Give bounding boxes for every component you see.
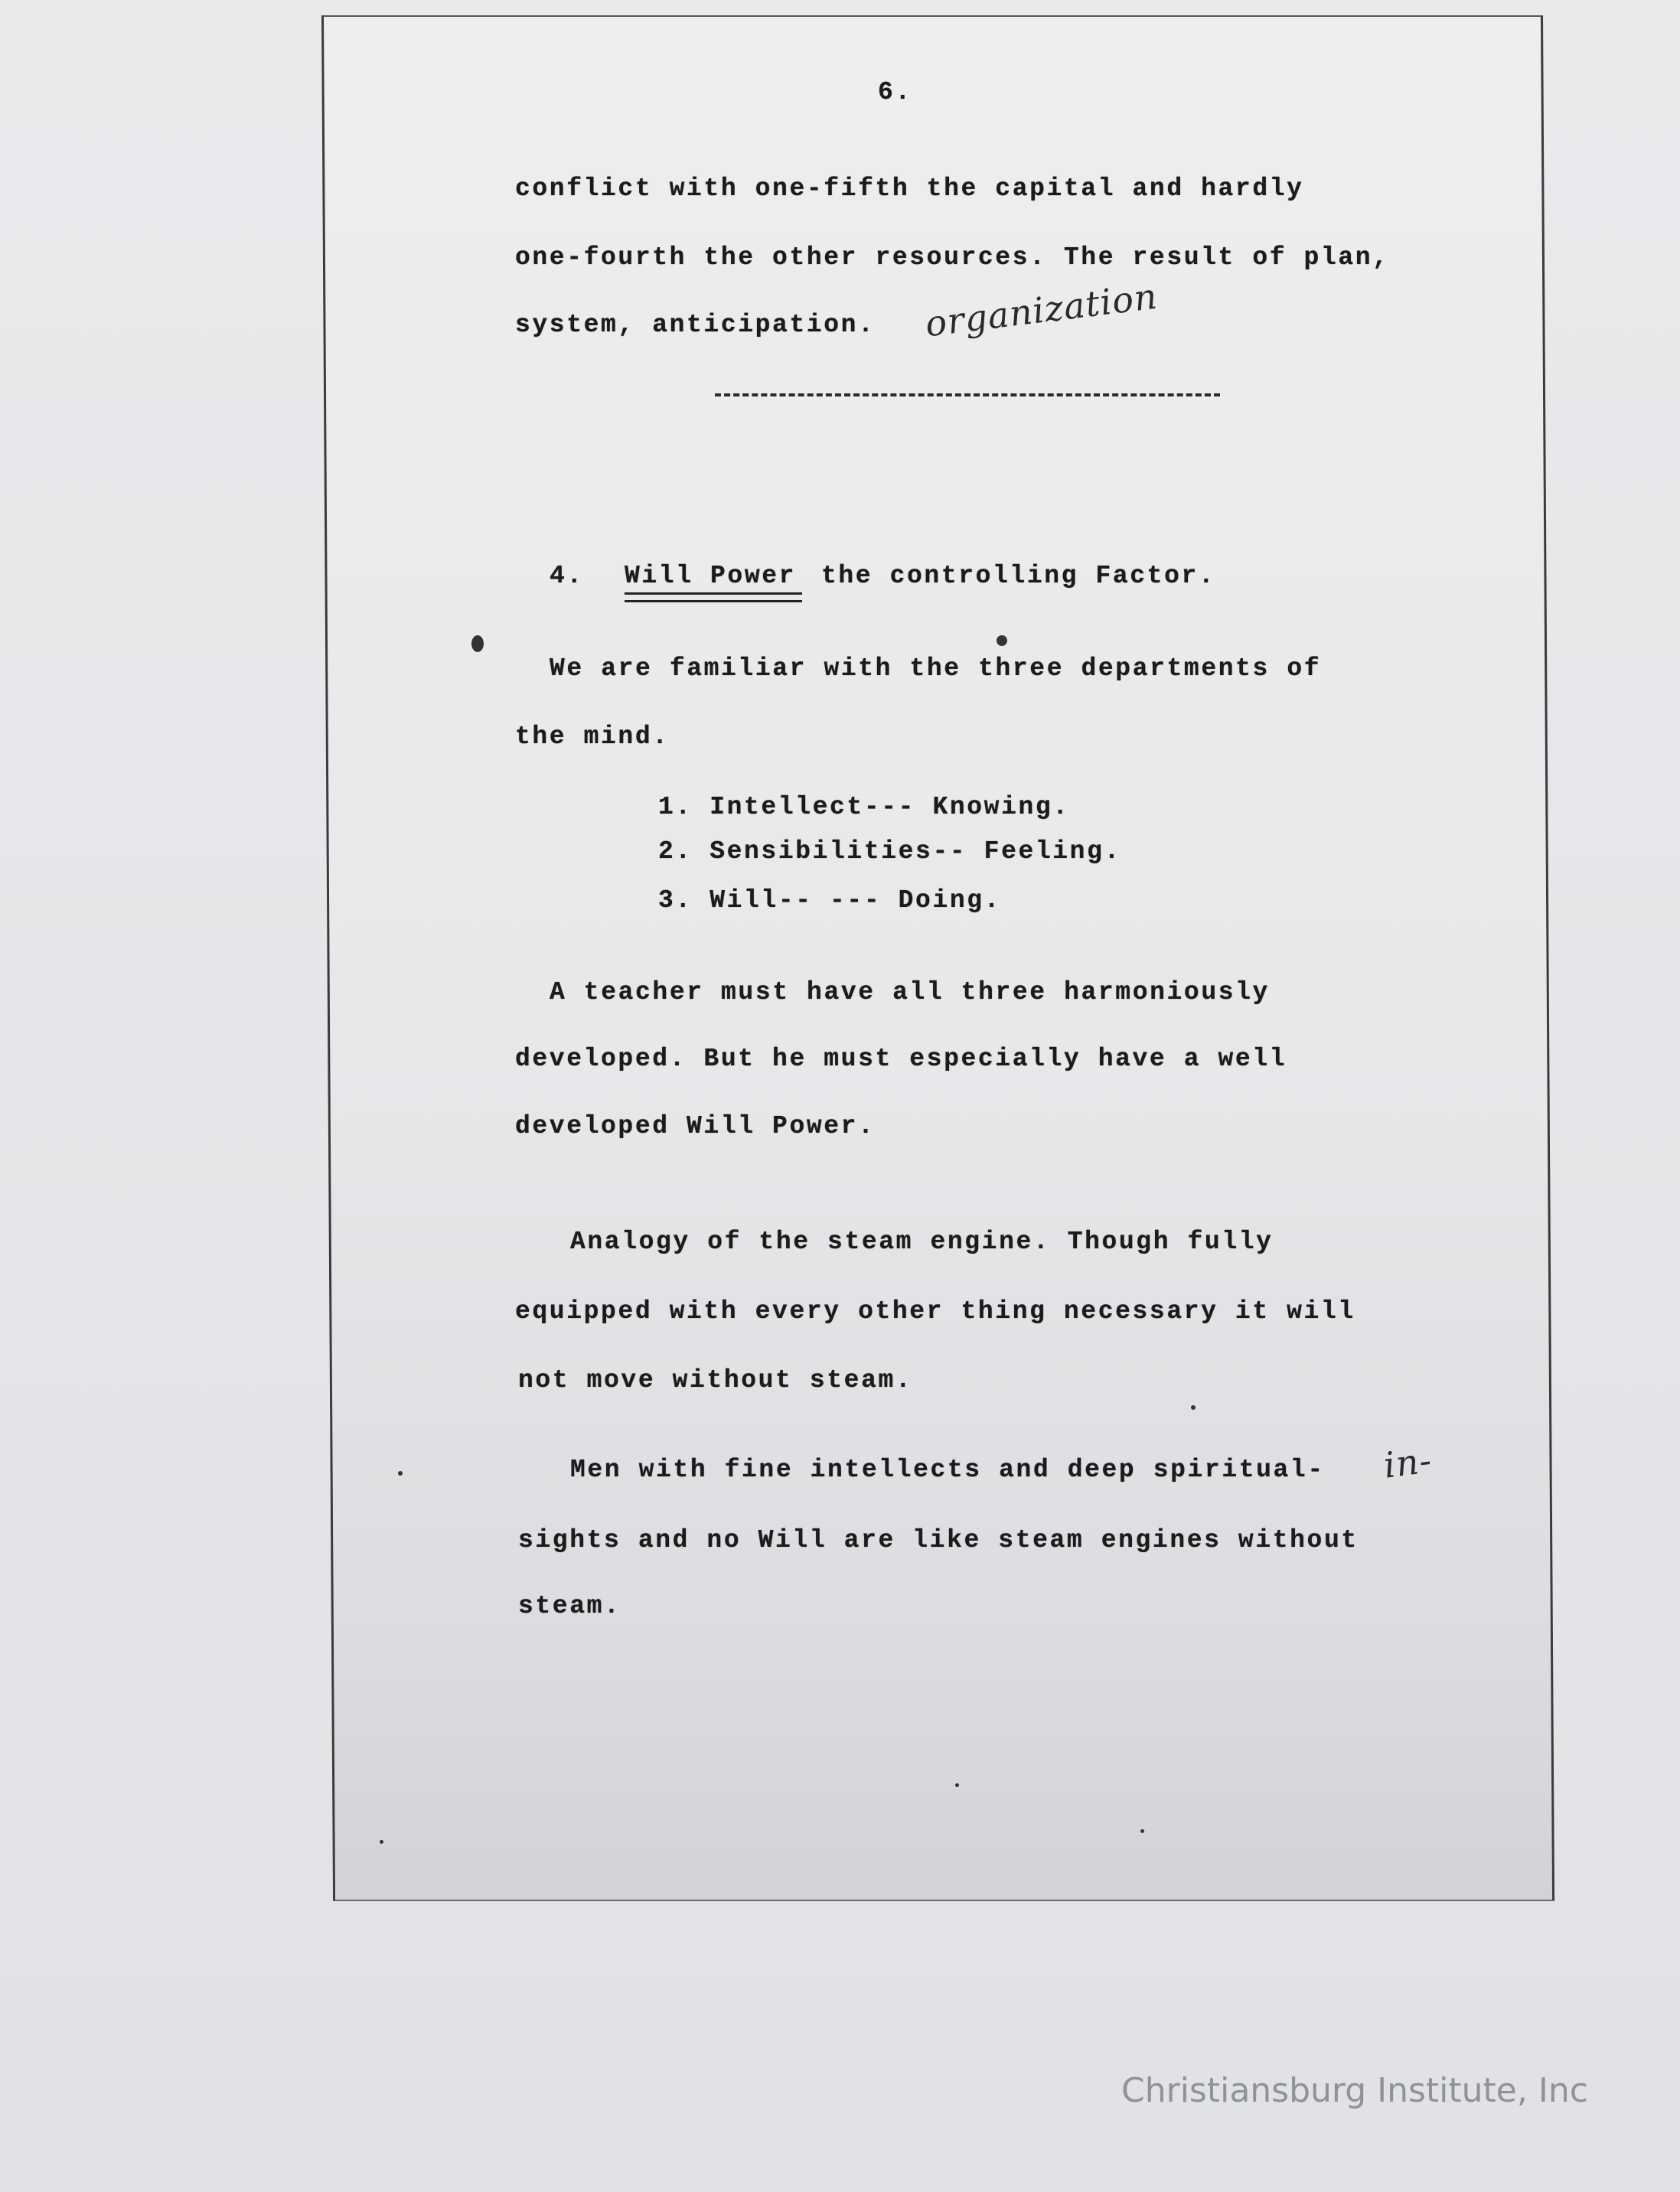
ink-speck [1191,1405,1196,1410]
heading-text: the controlling Factor. [821,562,1216,590]
list-item: 2. Sensibilities-- Feeling. [658,837,1121,866]
ink-speck [997,635,1007,646]
list-item: 1. Intellect--- Knowing. [658,793,1070,821]
page-number: 6. [878,78,912,106]
section-divider [715,393,1220,396]
text-line: developed Will Power. [515,1112,876,1140]
ink-speck [955,1783,959,1787]
handwritten-annotation: in- [1381,1439,1434,1486]
watermark: Christiansburg Institute, Inc [1121,2071,1588,2110]
heading-number: 4. [550,562,584,590]
text-line: Men with fine intellects and deep spiritual- [570,1456,1325,1484]
text-line: steam. [518,1592,621,1620]
list-item: 3. Will-- --- Doing. [658,886,1002,915]
text-line: not move without steam. [518,1366,913,1394]
ink-speck [471,635,484,652]
ink-speck [380,1840,383,1844]
text-line: the mind. [515,723,670,751]
heading-underline [625,600,802,602]
text-line: sights and no Will are like steam engines without [518,1526,1359,1554]
ink-speck [1140,1829,1144,1833]
heading-underline [625,592,802,595]
text-line: one-fourth the other resources. The result of plan, [515,243,1390,272]
text-line: equipped with every other thing necessary it will [515,1297,1355,1326]
ink-speck [398,1471,403,1476]
text-line: Analogy of the steam engine. Though fully [570,1228,1274,1256]
text-line: developed. But he must especially have a well [515,1045,1287,1073]
document-page [321,15,1554,1901]
heading-underlined: Will Power [625,562,797,590]
text-line: conflict with one-fifth the capital and hardly [515,175,1304,203]
text-line: A teacher must have all three harmoniously [550,978,1270,1006]
text-line: system, anticipation. [515,311,876,339]
text-line: We are familiar with the three departments of [550,654,1322,683]
handwritten-annotation: organization [922,275,1160,345]
